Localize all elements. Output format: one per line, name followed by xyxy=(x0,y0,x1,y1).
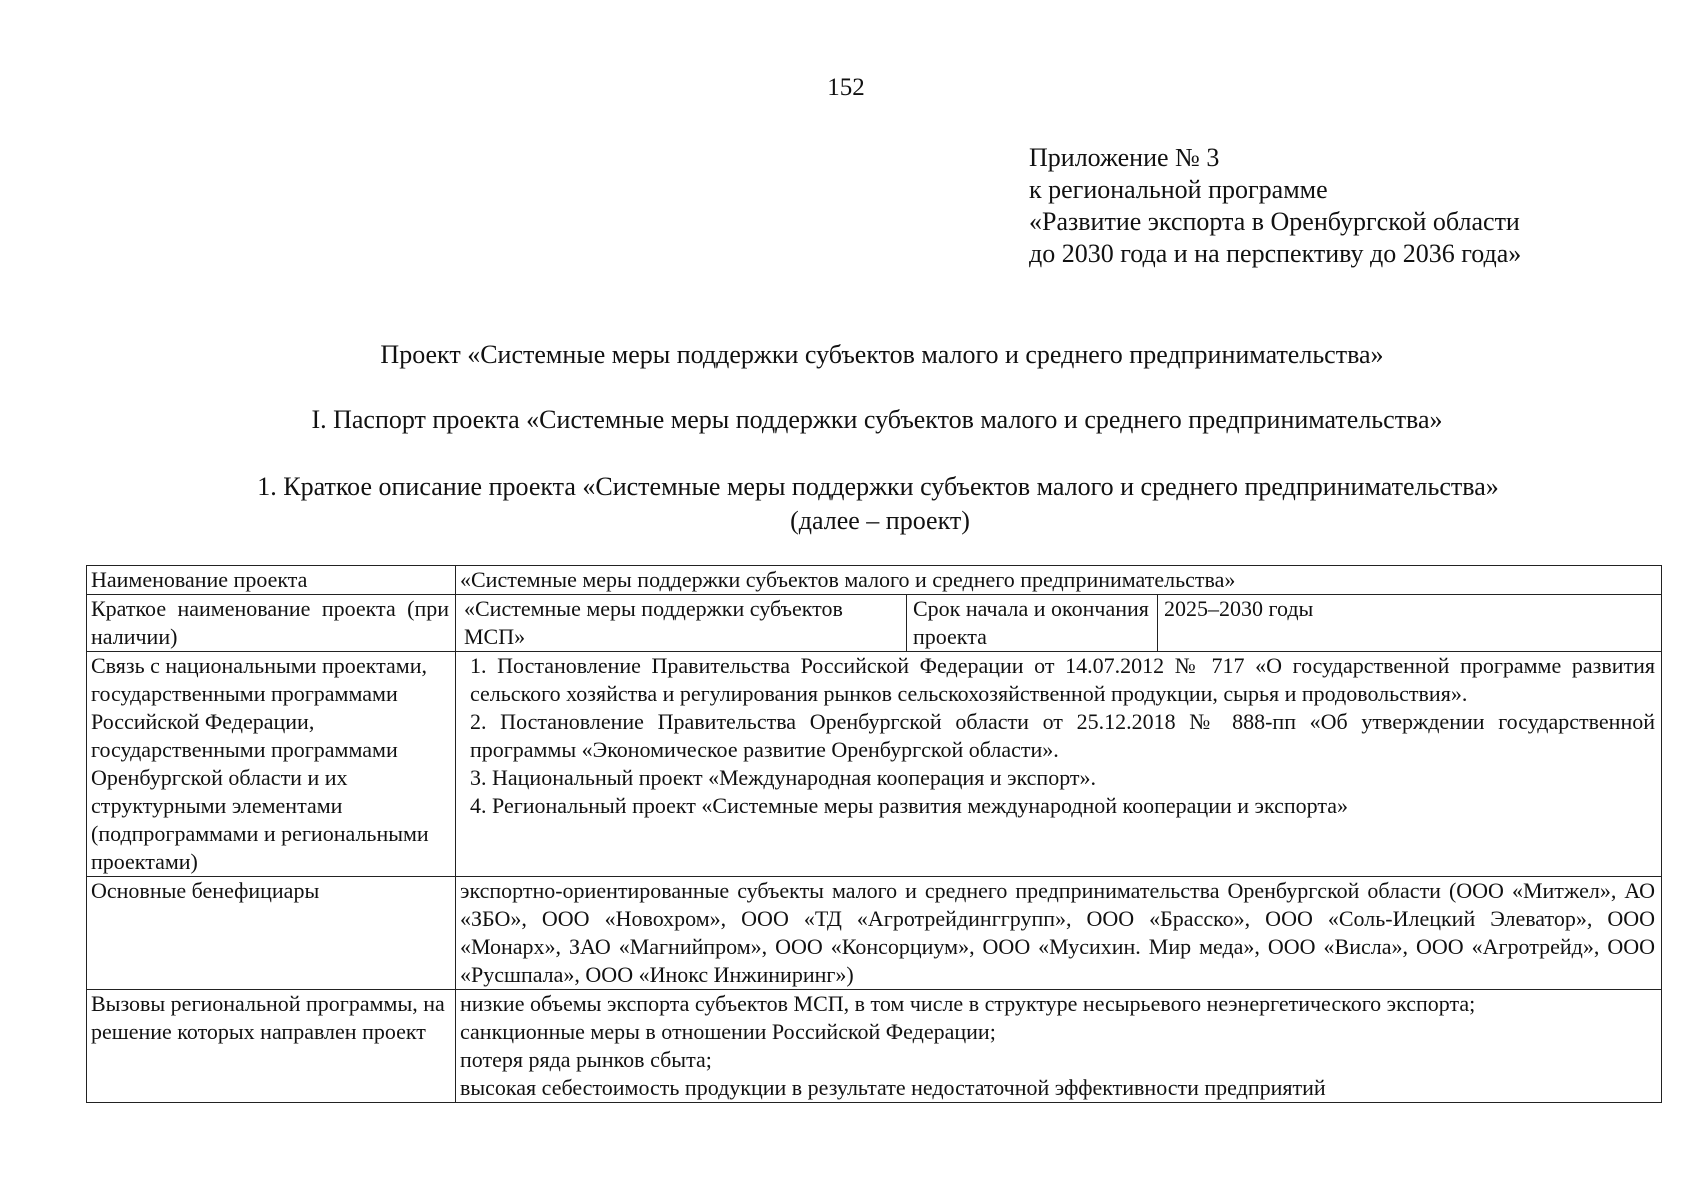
appendix-line: к региональной программе xyxy=(1029,175,1328,204)
short-name-cell xyxy=(456,595,1662,652)
challenges-cell xyxy=(456,990,1662,1103)
list-item: 2. Постановление Правительства Оренбургской области от 25.12.2018 № 888-пп «Об утверждении государственной программы «Экономическое развитие Оренбургской области». xyxy=(470,709,1655,762)
appendix-line: «Развитие экспорта в Оренбургской области xyxy=(1029,207,1520,236)
term-value: 2025–2030 годы xyxy=(1158,595,1656,651)
passport-title: I. Паспорт проекта «Системные меры поддержки субъектов малого и среднего предпринимательства» xyxy=(311,405,1443,434)
value-cell: «Системные меры поддержки субъектов малого и среднего предпринимательства» xyxy=(456,566,1662,595)
list-item: высокая себестоимость продукции в результате недостаточной эффективности предприятий xyxy=(460,1075,1326,1100)
table-row xyxy=(87,652,1662,877)
label-cell: Основные бенефициары xyxy=(87,877,456,990)
label-cell: Наименование проекта xyxy=(87,566,456,595)
brief-description-subtitle: (далее – проект) xyxy=(790,506,970,535)
appendix-line: Приложение № 3 xyxy=(1029,143,1220,172)
table-row xyxy=(87,566,1662,595)
page-number: 152 xyxy=(827,74,865,101)
project-passport-table xyxy=(86,565,1662,1103)
list-item: санкционные меры в отношении Российской Федерации; xyxy=(460,1019,996,1044)
appendix-line: до 2030 года и на перспективу до 2036 года» xyxy=(1029,239,1522,268)
table-row xyxy=(87,595,1662,652)
brief-description-title: 1. Краткое описание проекта «Системные меры поддержки субъектов малого и среднего предпринимательства» xyxy=(257,472,1499,501)
links-cell xyxy=(456,652,1662,877)
label-cell: Связь с национальными проектами, государственными программами Российской Федерации, государственными программами Оренбургской области и их структурными элементами (подпрограммами и региональными проектами) xyxy=(87,652,456,877)
project-title: Проект «Системные меры поддержки субъектов малого и среднего предпринимательства» xyxy=(380,340,1384,369)
table-row xyxy=(87,877,1662,990)
label-cell: Вызовы региональной программы, на решение которых направлен проект xyxy=(87,990,456,1103)
short-name-value: «Системные меры поддержки субъектов МСП» xyxy=(464,596,843,649)
label-cell: Краткое наименование проекта (при наличии) xyxy=(87,595,456,652)
term-label: Срок начала и окончания проекта xyxy=(907,595,1158,651)
list-item: низкие объемы экспорта субъектов МСП, в том числе в структуре несырьевого неэнергетического экспорта; xyxy=(460,991,1476,1016)
table-row xyxy=(87,990,1662,1103)
value-cell: экспортно-ориентированные субъекты малого и среднего предпринимательства Оренбургской области (ООО «Митжел», АО «ЗБО», ООО «Новохром», ООО «ТД «Агротрейдинггрупп», ООО «Брасско», ООО «Соль-Илецкий Элеватор», ООО «Монарх», ЗАО «Магнийпром», ООО «Консорциум», ООО «Мусихин. Мир меда», ООО «Висла», ООО «Агротрейд», ООО «Русшпала», ООО «Инокс Инжиниринг») xyxy=(456,877,1662,990)
list-item: 1. Постановление Правительства Российской Федерации от 14.07.2012 № 717 «О государственной программе развития сельского хозяйства и регулирования рынков сельскохозяйственной продукции, сырья и продовольствия». xyxy=(470,653,1655,706)
short-name-subtable xyxy=(460,595,1655,651)
list-item: 3. Национальный проект «Международная кооперация и экспорт». xyxy=(470,765,1097,790)
appendix-block xyxy=(1029,142,1521,270)
list-item: 4. Региональный проект «Системные меры развития международной кооперации и экспорта» xyxy=(470,793,1348,818)
list-item: потеря ряда рынков сбыта; xyxy=(460,1047,712,1072)
